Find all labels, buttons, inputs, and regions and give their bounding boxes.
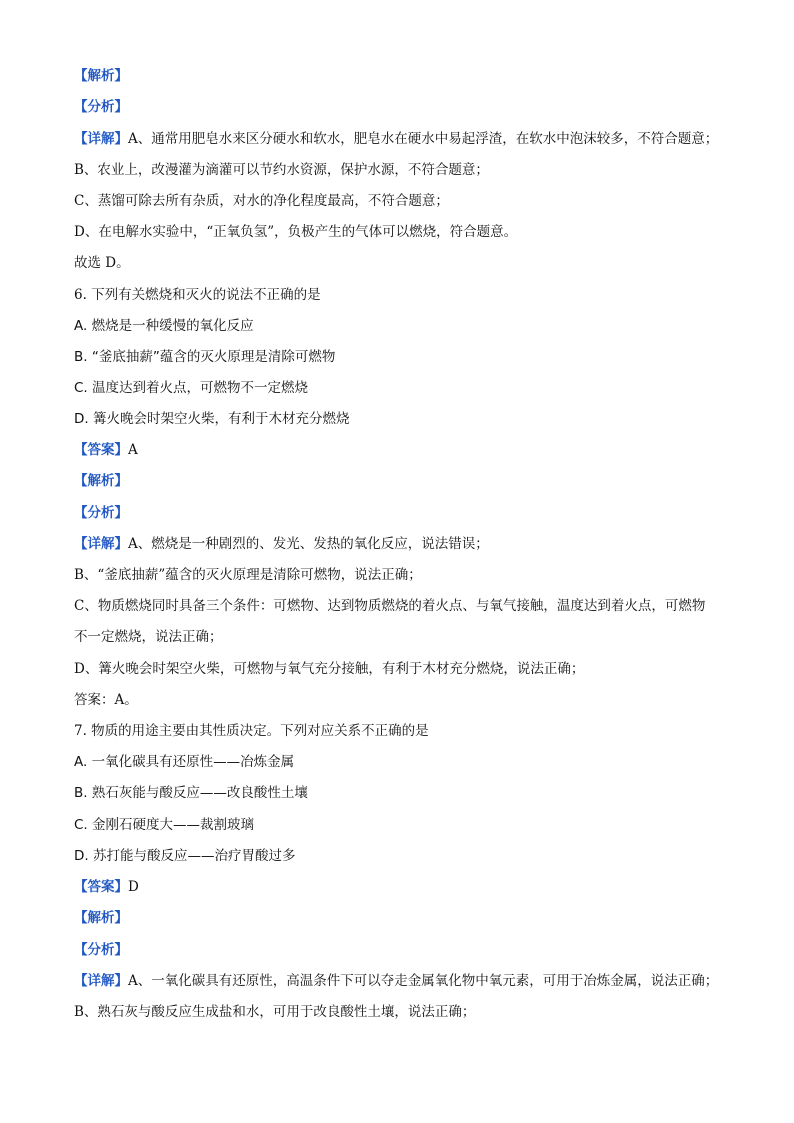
option-b: B. 熟石灰能与酸反应——改良酸性土壤	[74, 785, 308, 801]
option-b: B. “釜底抽薪”蕴含的灭火原理是清除可燃物	[74, 349, 336, 365]
detail-c: C、蒸馏可除去所有杂质，对水的净化程度最高，不符合题意；	[74, 193, 449, 209]
option-c: C. 金刚石硬度大——裁割玻璃	[74, 817, 255, 833]
question-stem: 7. 物质的用途主要由其性质决定。下列对应关系不正确的是	[74, 723, 429, 739]
detail-c-line1: C、物质燃烧同时具备三个条件：可燃物、达到物质燃烧的着火点、与氧气接触，温度达到着火点，可燃物	[74, 598, 706, 614]
option-d: D. 苏打能与酸反应——治疗胃酸过多	[74, 848, 296, 864]
detail-c-line2: 不一定燃烧，说法正确；	[74, 629, 223, 645]
answer-line: 【答案】D	[74, 879, 139, 895]
fenxi-heading: 【分析】	[74, 99, 128, 115]
detail-a: 【详解】A、一氧化碳具有还原性，高温条件下可以夺走金属氧化物中氧元素，可用于冶炼金属，说法正确；	[74, 973, 719, 989]
option-a: A. 燃烧是一种缓慢的氧化反应	[74, 318, 254, 334]
conclusion: 答案：A。	[74, 692, 138, 708]
detail-d: D、篝火晚会时架空火柴，可燃物与氧气充分接触，有利于木材充分燃烧，说法正确；	[74, 661, 585, 677]
fenxi-heading: 【分析】	[74, 505, 128, 521]
detail-b: B、熟石灰与酸反应生成盐和水，可用于改良酸性土壤，说法正确；	[74, 1004, 476, 1020]
answer-line: 【答案】A	[74, 442, 138, 458]
detail-b: B、“釜底抽薪”蕴含的灭火原理是清除可燃物，说法正确；	[74, 567, 422, 583]
conclusion: 故选 D。	[74, 255, 130, 271]
analysis-heading: 【解析】	[74, 473, 128, 489]
detail-d: D、在电解水实验中，“正氧负氢”，负极产生的气体可以燃烧，符合题意。	[74, 224, 518, 240]
detail-a: 【详解】A、通常用肥皂水来区分硬水和软水，肥皂水在硬水中易起浮渣，在软水中泡沫较多，不符合题意；	[74, 131, 719, 147]
detail-a: 【详解】A、燃烧是一种剧烈的、发光、发热的氧化反应，说法错误；	[74, 536, 489, 552]
analysis-heading: 【解析】	[74, 68, 128, 84]
option-d: D. 篝火晚会时架空火柴，有利于木材充分燃烧	[74, 411, 350, 427]
analysis-heading: 【解析】	[74, 910, 128, 926]
option-c: C. 温度达到着火点，可燃物不一定燃烧	[74, 380, 309, 396]
fenxi-heading: 【分析】	[74, 942, 128, 958]
option-a: A. 一氧化碳具有还原性——冶炼金属	[74, 754, 295, 770]
detail-b: B、农业上，改漫灌为滴灌可以节约水资源，保护水源，不符合题意；	[74, 162, 489, 178]
question-stem: 6. 下列有关燃烧和灭火的说法不正确的是	[74, 287, 321, 303]
